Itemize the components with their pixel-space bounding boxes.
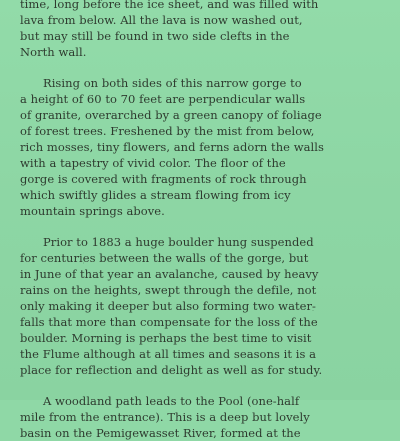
paragraph-1 xyxy=(20,0,370,60)
text-line: basin on the Pemigewasset River, formed at the xyxy=(20,426,301,440)
text-line: Rising on both sides of this narrow gorge to xyxy=(43,76,302,90)
text-line: mile from the entrance). This is a deep but lovely xyxy=(20,410,310,424)
text-line: of granite, overarched by a green canopy of foliage xyxy=(20,108,322,122)
text-line: lava from below. All the lava is now washed out, xyxy=(20,13,303,27)
text-line: the Flume although at all times and seasons it is a xyxy=(20,347,317,361)
paragraph-2 xyxy=(20,75,370,219)
text-line: which swiftly glides a stream flowing from icy xyxy=(20,188,291,202)
text-line: gorge is covered with fragments of rock through xyxy=(20,172,307,186)
text-line: North wall. xyxy=(20,45,87,59)
text-line: rains on the heights, swept through the defile, not xyxy=(20,283,317,297)
text-line: place for reflection and delight as well as for study. xyxy=(20,363,323,377)
paper-speck xyxy=(83,262,84,264)
text-line: Prior to 1883 a huge boulder hung suspended xyxy=(43,235,314,249)
text-line: a height of 60 to 70 feet are perpendicular walls xyxy=(20,92,306,106)
paper-speck xyxy=(248,143,250,145)
text-line: boulder. Morning is perhaps the best time to visit xyxy=(20,331,312,345)
text-line: in June of that year an avalanche, caused by heavy xyxy=(20,267,319,281)
text-line: only making it deeper but also forming two water- xyxy=(20,299,316,313)
text-line: mountain springs above. xyxy=(20,204,165,218)
text-line: of forest trees. Freshened by the mist from below, xyxy=(20,124,315,138)
text-line: with a tapestry of vivid color. The floor of the xyxy=(20,156,286,170)
text-line: for centuries between the walls of the gorge, but xyxy=(20,251,309,265)
paragraph-4 xyxy=(20,393,370,441)
paragraph-3 xyxy=(20,234,370,378)
body-text xyxy=(20,0,370,441)
paragraph-gap xyxy=(20,378,370,393)
text-line: time, long before the ice sheet, and was filled with xyxy=(20,0,319,11)
text-line: A woodland path leads to the Pool (one-half xyxy=(43,394,300,408)
text-line: but may still be found in two side clefts in the xyxy=(20,29,290,43)
paragraph-gap xyxy=(20,60,370,75)
paper-speck xyxy=(312,310,314,311)
text-line: rich mosses, tiny flowers, and ferns adorn the walls xyxy=(20,140,324,154)
text-line: falls that more than compensate for the loss of the xyxy=(20,315,318,329)
paragraph-gap xyxy=(20,219,370,234)
